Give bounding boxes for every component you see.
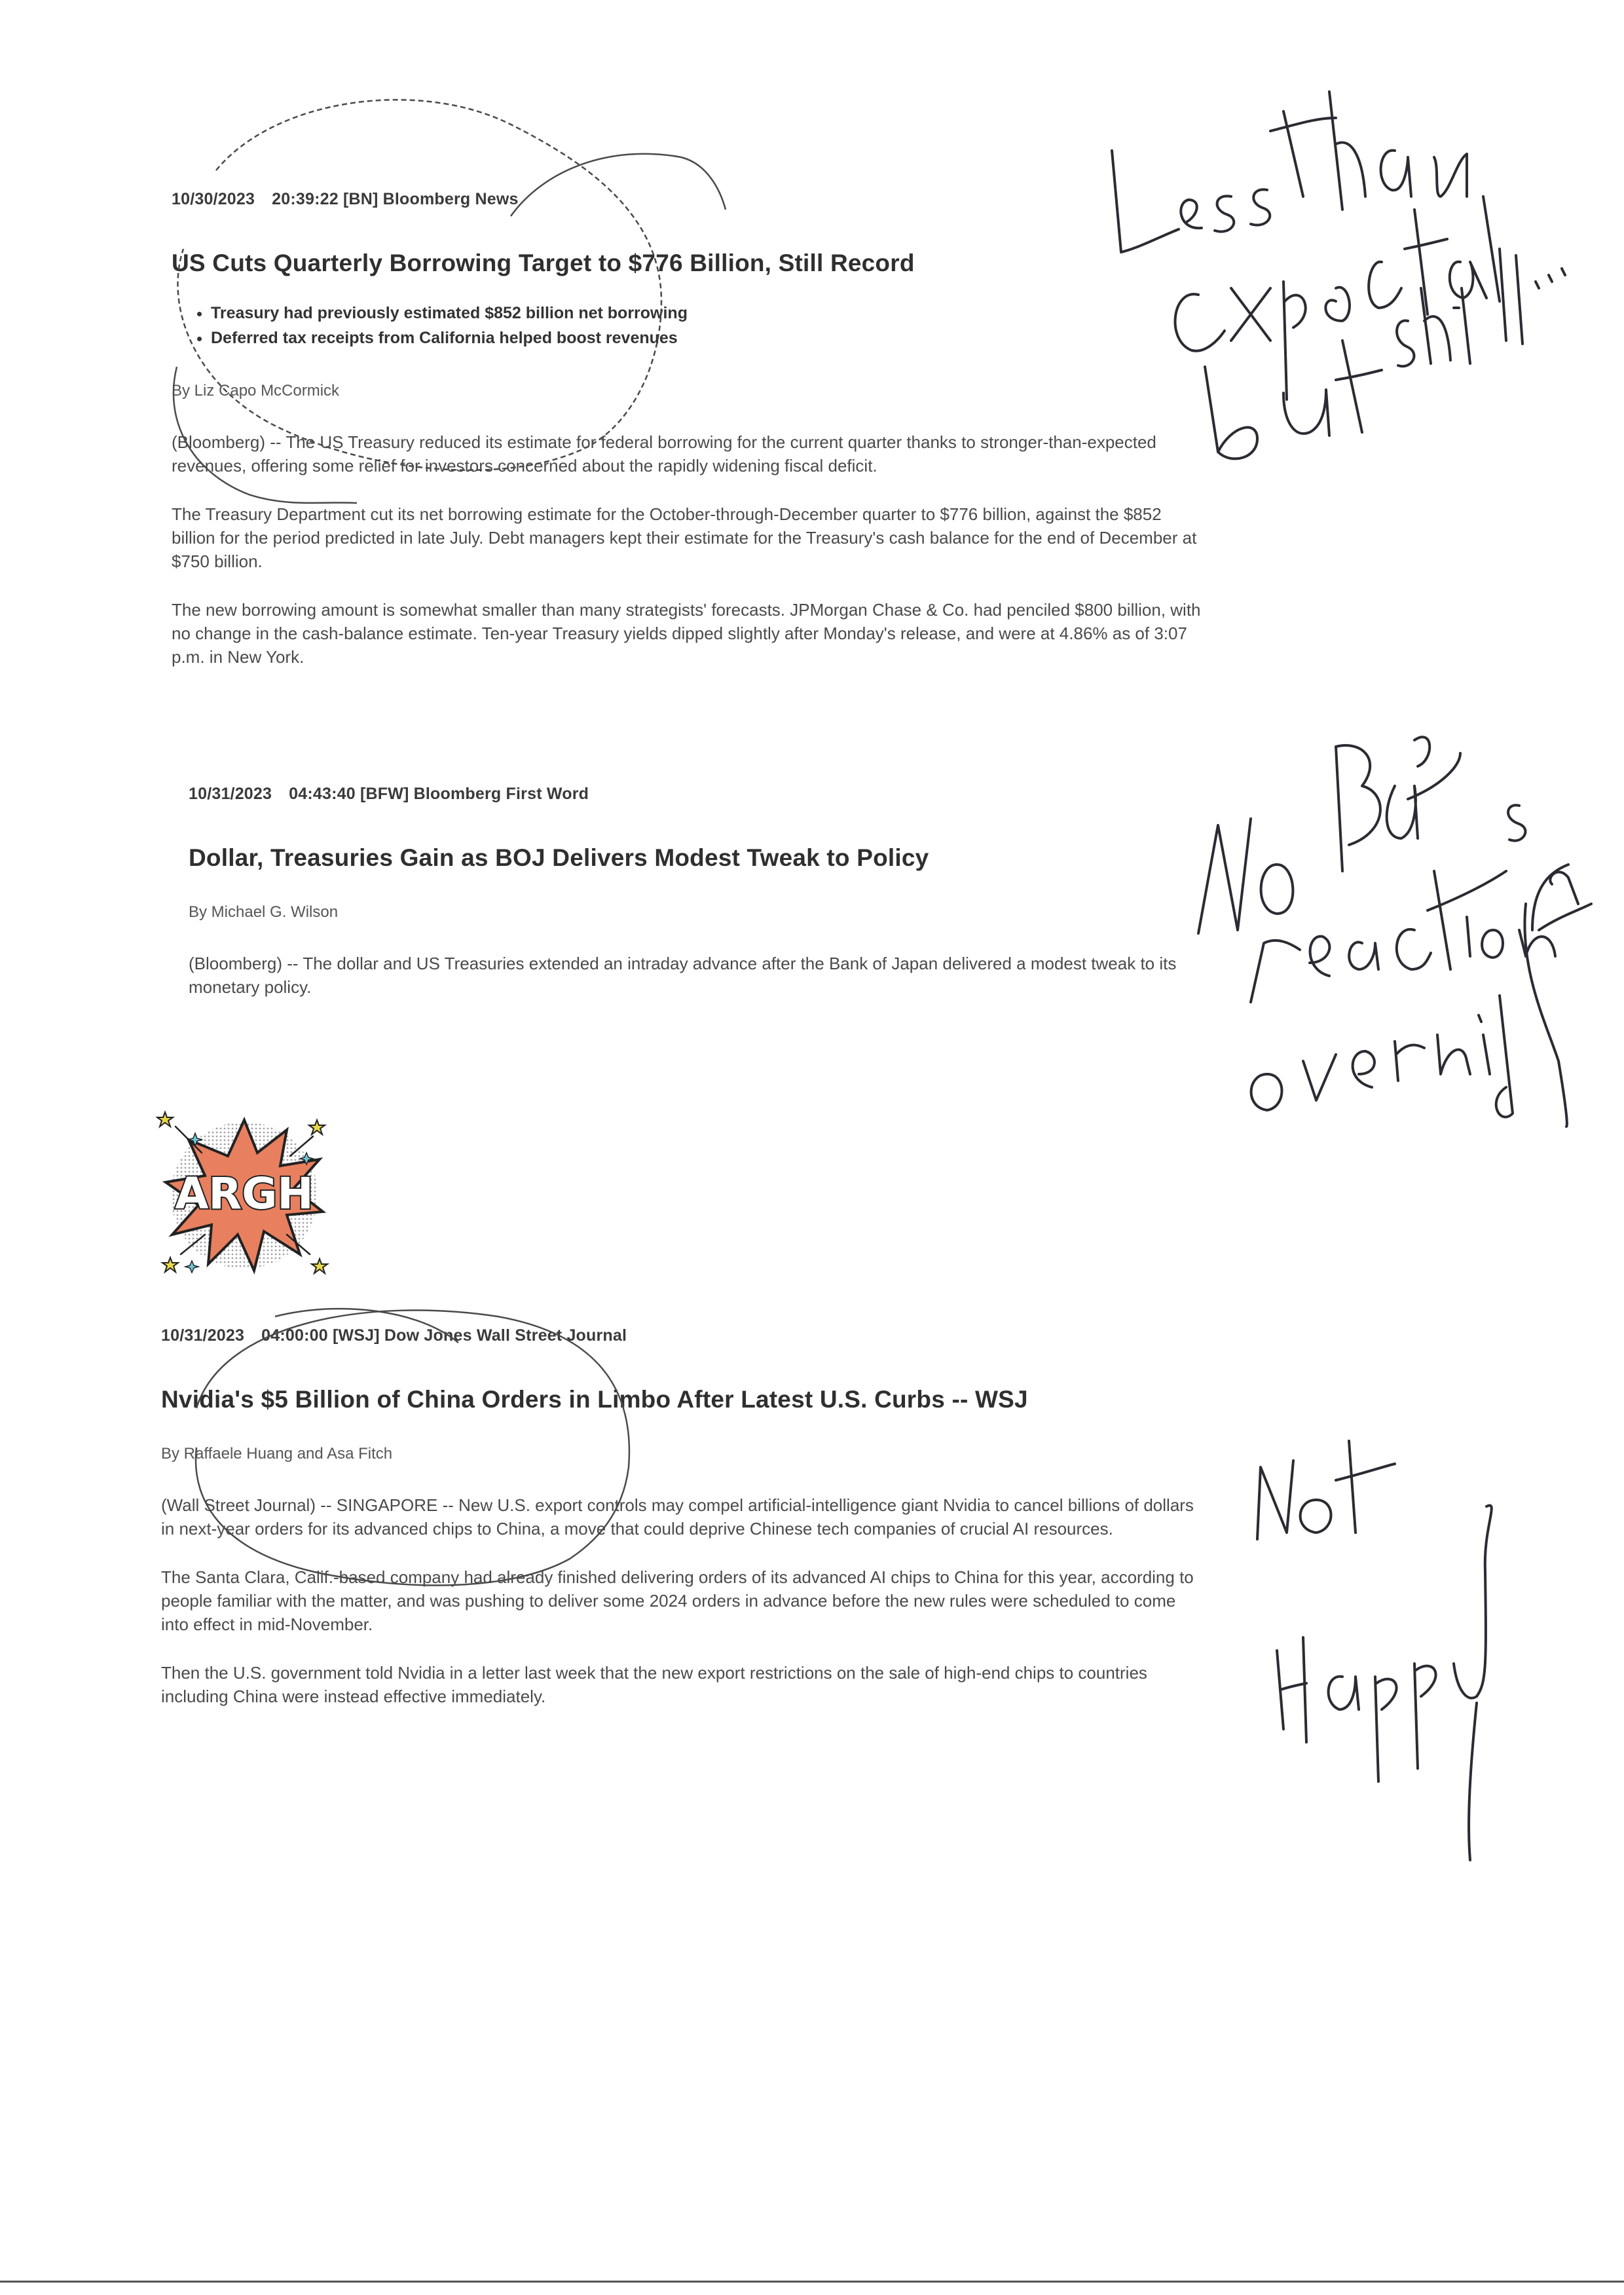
article-1-paragraph-2: The Treasury Department cut its net borrowing estimate for the October-through-December quarter to $776 billion, against the $852 billion for the period predicted in late July. Debt managers kept their estimate for the Treasury's cash balance for the end of December at $750 billion. xyxy=(172,504,1197,571)
handwritten-note-3 xyxy=(1257,1441,1492,1860)
article-1-paragraph-3: The new borrowing amount is somewhat smaller than many strategists' forecasts. JPMorgan Chase & Co. had penciled $800 billion, with no change in the cash-balance estimate. Ten-year Treasury yields dipped slightly after Monday's release, and were at 4.86% as of 3:07 p.m. in New York. xyxy=(172,600,1201,667)
star-icon xyxy=(309,1120,325,1134)
article-3-headline: Nvidia's $5 Billion of China Orders in Limbo After Latest U.S. Curbs -- WSJ xyxy=(161,1386,1028,1413)
article-1-paragraph-1: (Bloomberg) -- The US Treasury reduced its estimate for federal borrowing for the current quarter thanks to stronger-than-expected revenues, offering some relief for investors concerned about the rapidly widening fiscal deficit. xyxy=(172,432,1156,476)
article-1-date: 10/30/2023 xyxy=(172,190,255,208)
article-1-bullet-2: • Deferred tax receipts from California helped boost revenues xyxy=(211,326,1206,350)
article-2 xyxy=(189,785,1223,999)
star-icon xyxy=(162,1258,178,1272)
article-2-paragraph-1: (Bloomberg) -- The dollar and US Treasuries extended an intraday advance after the Bank of Japan delivered a modest tweak to its monetary policy. xyxy=(189,954,1177,997)
article-2-meta xyxy=(189,785,1223,804)
article-3-date: 10/31/2023 xyxy=(161,1326,245,1345)
article-1-byline: By Liz Capo McCormick xyxy=(172,382,340,400)
article-3-meta xyxy=(161,1326,1196,1345)
article-1-bullets xyxy=(172,301,1206,350)
article-1-source: 20:39:22 [BN] Bloomberg News xyxy=(272,190,519,208)
article-3-paragraph-3: Then the U.S. government told Nvidia in a letter last week that the new export restrictions on the sale of high-end chips to countries including China were instead effective immediately. xyxy=(161,1663,1147,1706)
argh-sticker xyxy=(156,1107,333,1284)
article-1 xyxy=(172,190,1206,669)
article-2-date: 10/31/2023 xyxy=(189,785,272,803)
article-3 xyxy=(161,1326,1196,1708)
article-3-byline: By Raffaele Huang and Asa Fitch xyxy=(161,1445,393,1463)
article-2-byline: By Michael G. Wilson xyxy=(189,903,339,921)
star-icon xyxy=(312,1259,327,1273)
handwritten-note-2 xyxy=(1198,737,1591,1127)
star-icon xyxy=(157,1112,173,1127)
sparkle-icon xyxy=(185,1261,198,1273)
page-bottom-rule xyxy=(0,2281,1624,2283)
article-3-paragraph-2: The Santa Clara, Calif.-based company had already finished delivering orders of its advanced AI chips to China for this year, according to people familiar with the matter, and was pushing to deliver some 2024 orders in advance before the new rules were scheduled to come into effect in mid-November. xyxy=(161,1567,1194,1634)
article-2-source: 04:43:40 [BFW] Bloomberg First Word xyxy=(289,785,589,803)
article-3-paragraph-1: (Wall Street Journal) -- SINGAPORE -- New U.S. export controls may compel artificial-intelligence giant Nvidia to cancel billions of dollars in next-year orders for its advanced chips to China, a move that could deprive Chinese tech companies of crucial AI resources. xyxy=(161,1495,1194,1539)
argh-text: ARGH xyxy=(175,1168,314,1219)
article-1-bullet-1: • Treasury had previously estimated $852 billion net borrowing xyxy=(211,301,1206,326)
article-3-source: 04:00:00 [WSJ] Dow Jones Wall Street Journal xyxy=(261,1326,627,1345)
article-1-headline: US Cuts Quarterly Borrowing Target to $776 Billion, Still Record xyxy=(172,250,915,276)
article-1-meta xyxy=(172,190,1206,209)
article-2-headline: Dollar, Treasuries Gain as BOJ Delivers Modest Tweak to Policy xyxy=(189,844,929,871)
